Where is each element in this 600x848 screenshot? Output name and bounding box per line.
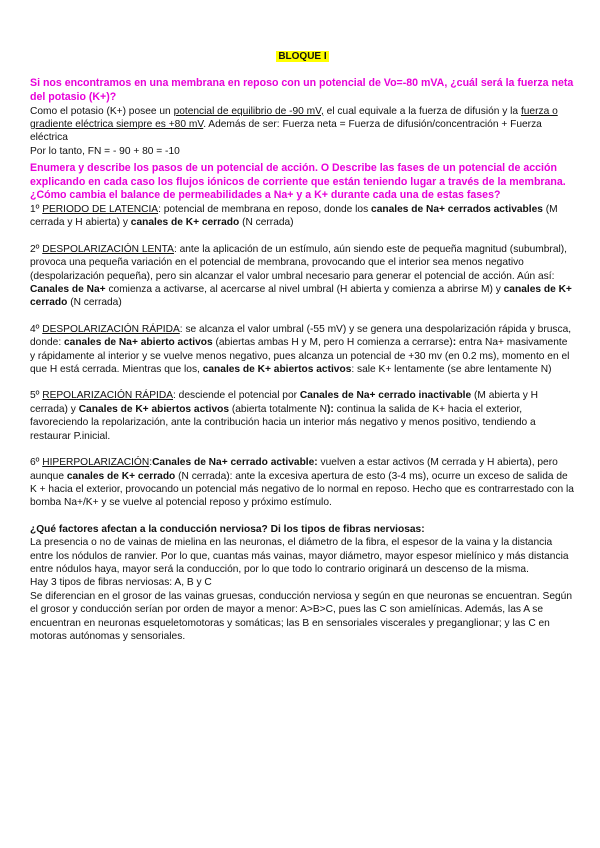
phase-5-text-b: (M abierta y H cerrada) y bbox=[30, 390, 538, 415]
phase-1-bold-b: canales de K+ cerrado bbox=[130, 217, 240, 229]
phase-6-num: 6º bbox=[30, 457, 43, 469]
phase-2-name: DESPOLARIZACIÓN LENTA bbox=[42, 243, 174, 255]
phase-1-text-b: (M cerrada y H abierta) y bbox=[30, 204, 558, 229]
answer-1-result: Por lo tanto, FN = - 90 + 80 = -10 bbox=[30, 145, 180, 157]
phase-4-bold-c: canales de K+ abiertos activos bbox=[202, 364, 352, 376]
phase-2 bbox=[30, 243, 575, 283]
answer-1 bbox=[30, 105, 575, 145]
phase-2-text-b: comienza a activarse, al acercarse al nivel umbral (H abierta y comienza a abrirse M) y bbox=[105, 284, 504, 296]
phase-1-num: 1º bbox=[30, 204, 43, 215]
phase-4-text-d: : sale K+ lentamente (se abre lentamente N) bbox=[351, 364, 552, 376]
phase-6-bold-a: Canales de Na+ cerrado activable: bbox=[152, 457, 318, 469]
page-title: BLOQUE I bbox=[278, 51, 327, 62]
answer-3-types: Hay 3 tipos de fibras nerviosas: A, B y C bbox=[30, 577, 212, 589]
phase-4-bold-a: canales de Na+ abierto activos bbox=[64, 337, 213, 349]
answer-1-underline-a: potencial de equilibrio de -90 mV, bbox=[173, 105, 324, 117]
phase-5-bold-a: Canales de Na+ cerrado inactivable bbox=[299, 390, 472, 402]
phase-4-text-c: entra Na+ masivamente y rápidamente al interior y se vuelve menos negativo, pues alcanza un potencial de +30 mv (en 0.2 ms), momento en el que H está cerrada. Mientras que los, bbox=[30, 337, 570, 376]
phase-5-bold-b: Canales de K+ abiertos activos bbox=[78, 403, 230, 415]
phase-1-text-a: : potencial de membrana en reposo, donde los bbox=[158, 204, 372, 215]
document-page bbox=[30, 50, 575, 643]
phase-4-text-b: (abiertas ambas H y M, pero H comienza a cerrarse) bbox=[212, 337, 453, 349]
answer-1-text-a: Como el potasio (K+) posee un bbox=[30, 105, 174, 117]
question-2: Enumera y describe los pasos de un potencial de acción. O Describe las fases de un potencial de acción explicando en cada caso los flujos iónicos de corriente que están teniendo lugar a través de la membrana. ¿Cómo cambia el balance de permeabilidades a Na+ y a K+ durante cada una de estas fases? bbox=[30, 162, 566, 202]
phase-2-text-a: : ante la aplicación de un estímulo, aún siendo este de pequeña magnitud (subumbral), provoca una pequeña variación en el potencial de membrana, provocando que el interior sea menos negativo (despolarización pequeña), pero sin alcanzar el valor umbral necesario para generar el potencial de acción. Aún así: bbox=[30, 243, 567, 282]
phase-1-bold-a: canales de Na+ cerrados activables bbox=[371, 204, 543, 215]
title-block bbox=[30, 50, 575, 63]
answer-3-differences: Se diferencian en el grosor de las vainas gruesas, conducción nerviosa y según en que neuronas se encuentran. Según el grosor y conducción serían por orden de mayor a menor: A>B>C, pues las C son amielínicas. Además, las A se encuentran en neuronas esqueletomotoras y somáticas; las B en sensoriales viscerales y preganglionar; y las C en motoras autónomas y sensoriales. bbox=[30, 590, 572, 642]
phase-5-bold-c: ): bbox=[327, 403, 334, 415]
answer-3-factors: La presencia o no de vainas de mielina en las neuronas, el diámetro de la fibra, el espesor de la vaina y la distancia entre los nódulos de ranvier. Por lo que, cuantas más vainas, mayor diámetro, mayor espesor mielínico y más distancia entre nódulos haya, mayor será la conducción, por lo que todo lo contrario originará un descenso de la misma. bbox=[30, 537, 569, 575]
question-3-text: ¿Qué factores afectan a la conducción nerviosa? Di los tipos de fibras nerviosas: bbox=[30, 523, 425, 535]
phase-2-channels bbox=[30, 283, 575, 310]
phase-5 bbox=[30, 389, 575, 443]
phase-5-text-d: continua la salida de K+ hacia el exterior, favoreciendo la repolarización, ante la contribución hacia un interior más negativo y menos positivo, tendiendo a restaurar P.inicial. bbox=[30, 403, 536, 442]
phase-2-bold-a: Canales de Na+ bbox=[30, 284, 106, 296]
answer-1-underline-b: fuerza o gradiente eléctrica siempre es +80 mV bbox=[30, 105, 558, 130]
phase-6-text-c: (N cerrada): ante la excesiva apertura de esto (3-4 ms), ocurre un exceso de salida de K + hacia el exterior, provocando un potencial más negativo de lo normal en reposo. Hecho que es contrarrestado con la bomba Na+/K+ y se vuelve al potencial reposo y próximo estímulo. bbox=[30, 470, 574, 509]
phase-6-name: HIPERPOLARIZACIÓN bbox=[42, 457, 150, 469]
phase-5-num: 5º bbox=[30, 390, 43, 402]
phase-4-name: DESPOLARIZACIÓN RÁPIDA bbox=[42, 323, 180, 335]
question-3 bbox=[30, 523, 575, 536]
phase-2-num: 2º bbox=[30, 243, 43, 255]
phase-4-bold-b: : bbox=[452, 337, 457, 349]
answer-1-text-c: . Además de ser: Fuerza neta = Fuerza de difusión/concentración + Fuerza eléctrica bbox=[30, 119, 542, 144]
phase-1 bbox=[30, 203, 575, 230]
phase-5-text-c: (abierta totalmente N bbox=[229, 403, 328, 415]
phase-1-name: PERIODO DE LATENCIA bbox=[42, 204, 159, 215]
answer-1-text-b: el cual equivale a la fuerza de difusión y la bbox=[323, 105, 521, 117]
phase-6-text-b: vuelven a estar activos (M cerrada y H abierta), pero aunque bbox=[30, 457, 558, 482]
phase-4 bbox=[30, 323, 575, 377]
phase-5-name: REPOLARIZACIÓN RÁPIDA bbox=[42, 390, 173, 402]
phase-6-text-a: : bbox=[149, 457, 153, 469]
phase-2-text-c: (N cerrada) bbox=[67, 297, 122, 309]
question-1: Si nos encontramos en una membrana en reposo con un potencial de Vo=-80 mVA, ¿cuál será la fuerza neta del potasio (K+)? bbox=[30, 77, 574, 103]
phase-6 bbox=[30, 456, 575, 510]
phase-4-text-a: : se alcanza el valor umbral (-55 mV) y se genera una despolarización rápida y brusca, donde: bbox=[30, 323, 572, 349]
phase-4-num: 4º bbox=[30, 323, 43, 335]
phase-6-bold-b: canales de K+ cerrado bbox=[66, 470, 176, 482]
phase-5-text-a: : desciende el potencial por bbox=[173, 390, 300, 402]
phase-1-text-c: (N cerrada) bbox=[239, 217, 294, 229]
phase-2-bold-b: canales de K+ cerrado bbox=[30, 284, 572, 309]
